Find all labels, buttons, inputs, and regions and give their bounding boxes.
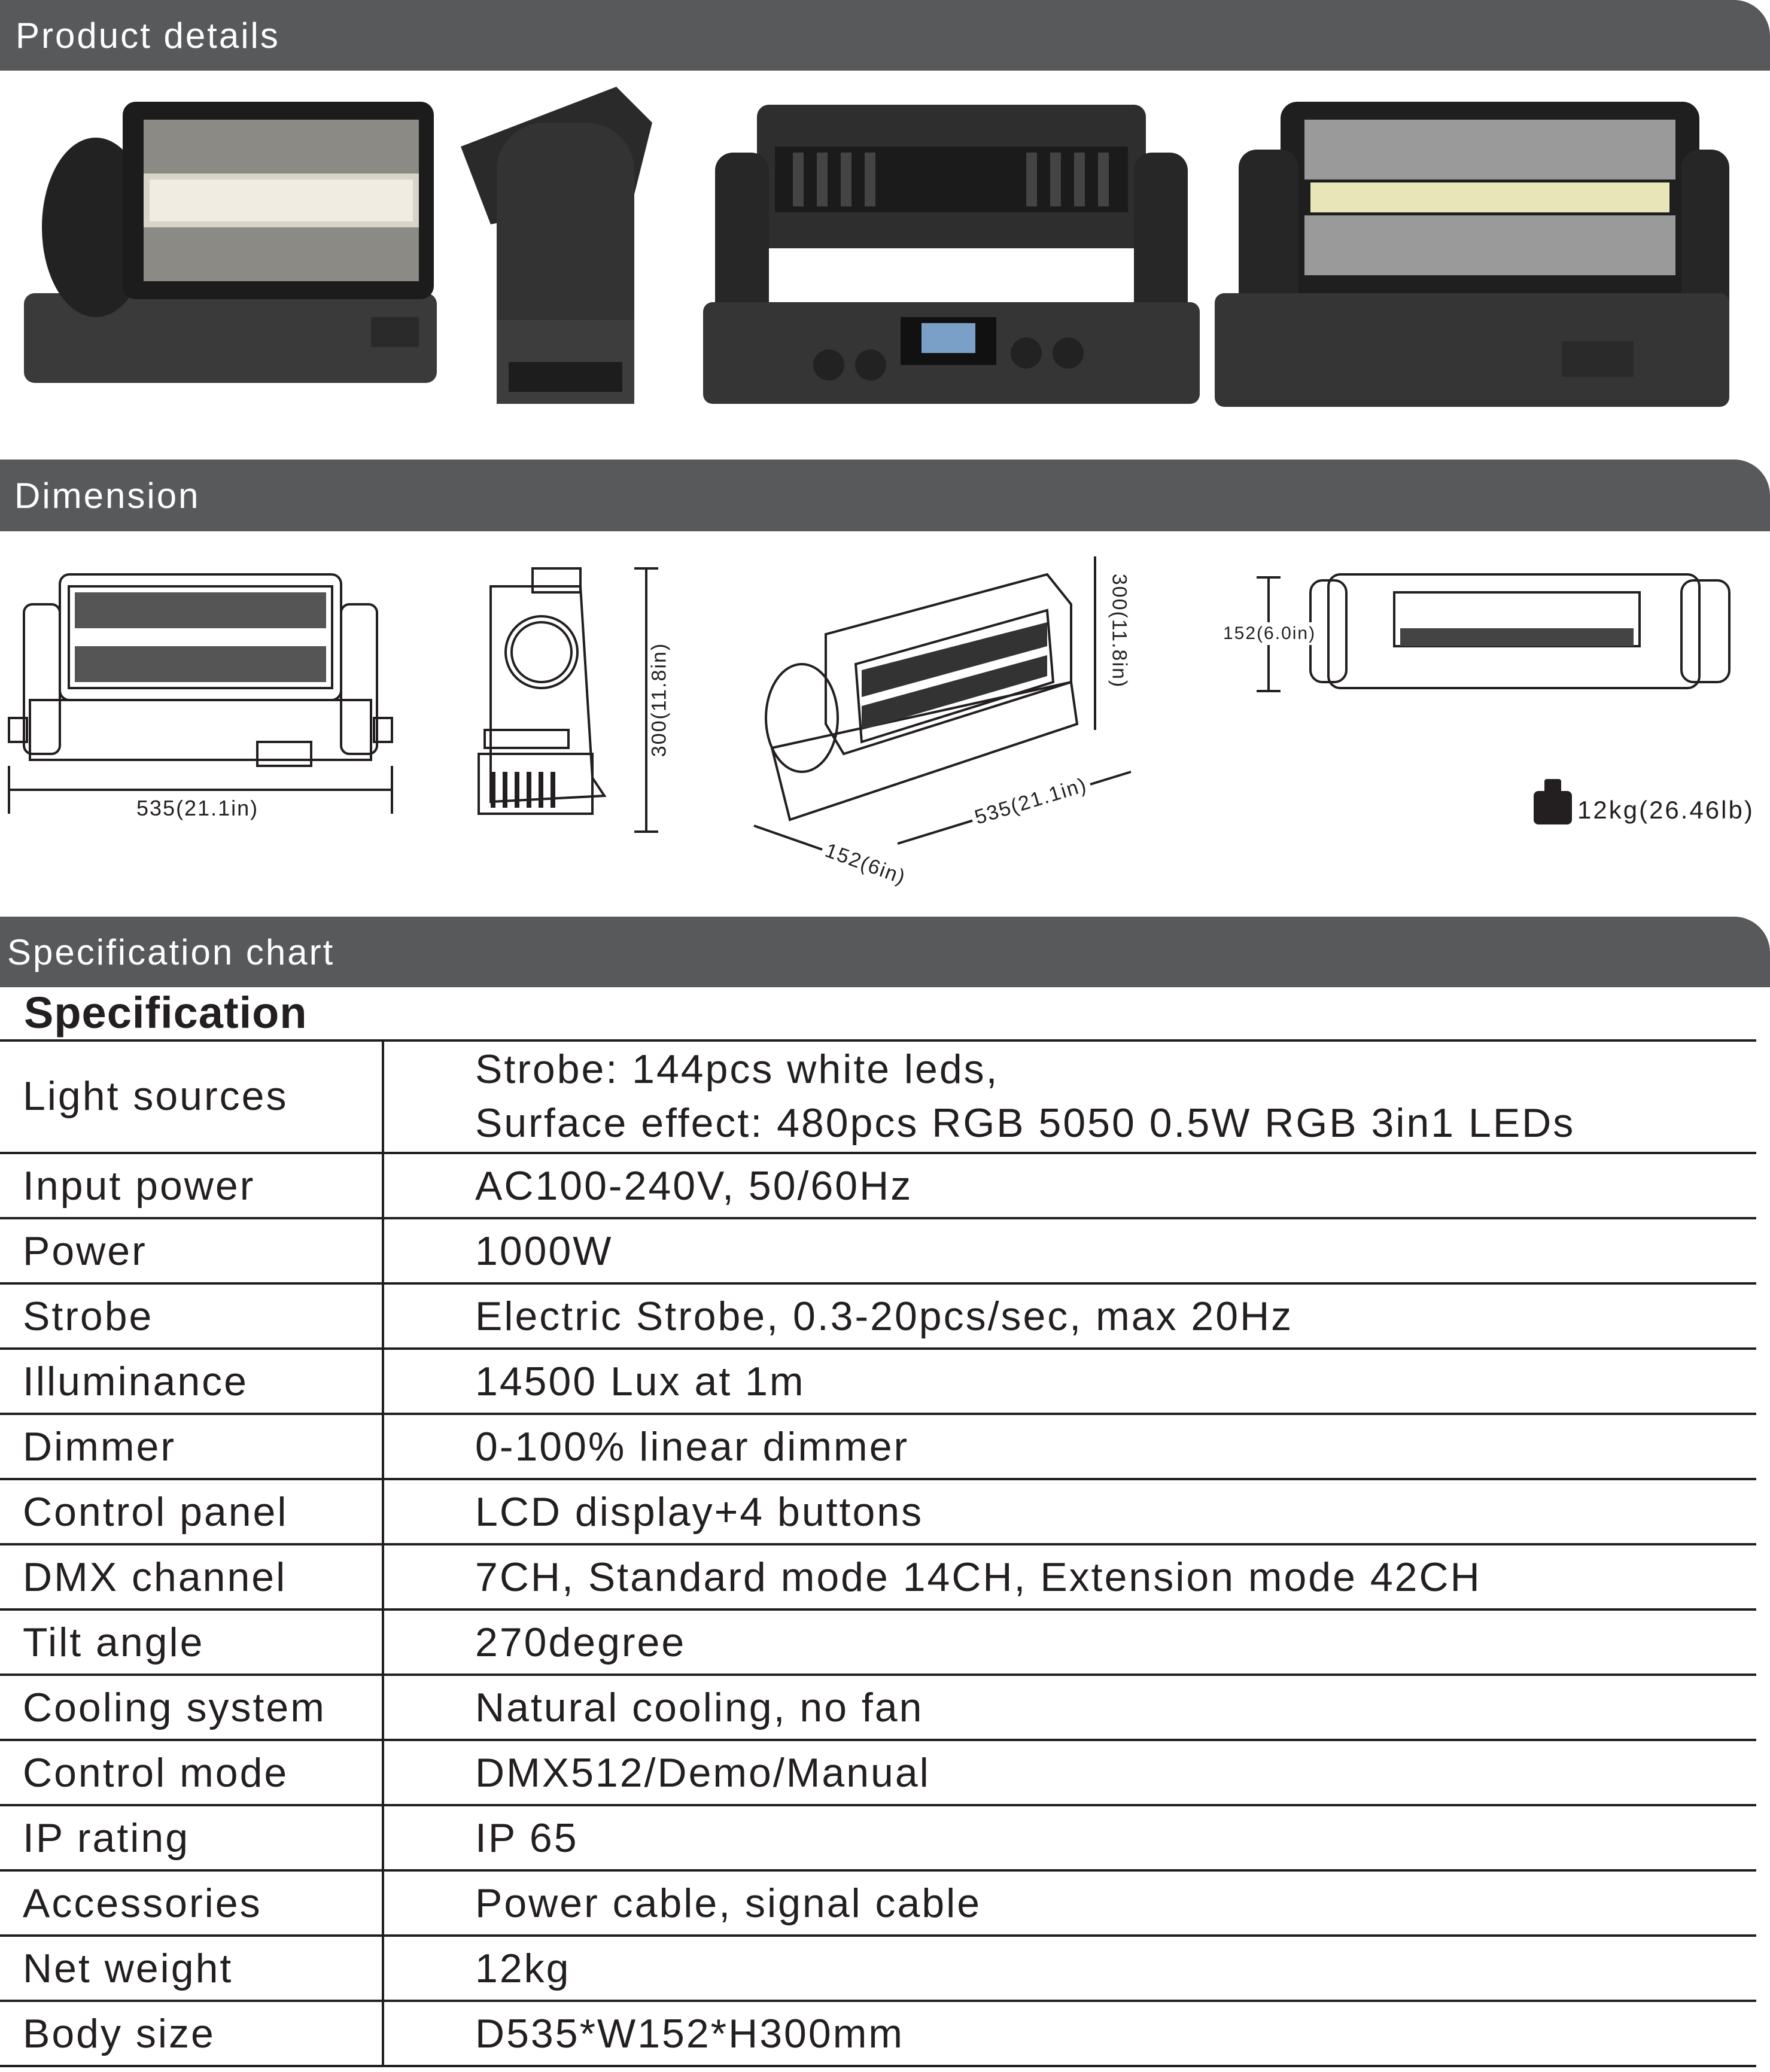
row-value-line: Strobe: 144pcs white leds,: [475, 1046, 999, 1092]
dimension-drawing-side: [467, 562, 670, 838]
row-value: Natural cooling, no fan: [383, 1675, 1756, 1740]
row-value: D535*W152*H300mm: [383, 2001, 1756, 2066]
row-value: Power cable, signal cable: [383, 1870, 1756, 1936]
product-photo-front-angled: [24, 90, 455, 407]
row-value: [383, 1040, 1756, 1153]
dimension-title: Dimension: [14, 475, 200, 516]
row-value: 12kg: [383, 1936, 1756, 2001]
label-side-height: 300(11.8in): [648, 622, 671, 778]
dimension-drawing-top: [1251, 562, 1753, 700]
table-row: [0, 1479, 1756, 1544]
row-label: Input power: [0, 1153, 383, 1218]
row-value: 270degree: [383, 1609, 1756, 1675]
label-front-width: 535(21.1in): [133, 796, 262, 821]
table-row: [0, 1805, 1756, 1870]
row-label: Tilt angle: [0, 1609, 383, 1675]
dimension-header: [0, 460, 1770, 531]
specification-table: [0, 1040, 1756, 2067]
row-label: Power: [0, 1218, 383, 1283]
row-label: Body size: [0, 2001, 383, 2066]
table-row: [0, 1675, 1756, 1740]
dimension-drawing-front: [0, 562, 407, 832]
table-row: [0, 1283, 1756, 1349]
row-label: Control mode: [0, 1740, 383, 1805]
table-row: [0, 1349, 1756, 1414]
row-label: Illuminance: [0, 1349, 383, 1414]
row-label: DMX channel: [0, 1544, 383, 1609]
table-row: [0, 1544, 1756, 1609]
row-label: Net weight: [0, 1936, 383, 2001]
row-label: Control panel: [0, 1479, 383, 1544]
label-iso-length: 535(21.1in): [969, 772, 1093, 831]
specification-chart-header: [0, 917, 1770, 987]
weight-label: 12kg(26.46lb): [1577, 796, 1754, 824]
row-value: 14500 Lux at 1m: [383, 1349, 1756, 1414]
table-row: [0, 2001, 1756, 2066]
dimension-drawing-isometric: [736, 544, 1155, 903]
row-value: 7CH, Standard mode 14CH, Extension mode 42CH: [383, 1544, 1756, 1609]
row-label: Dimmer: [0, 1414, 383, 1479]
row-value-line: Surface effect: 480pcs RGB 5050 0.5W RGB 3in1 LEDs: [475, 1100, 1576, 1146]
row-label: Cooling system: [0, 1675, 383, 1740]
row-value: 0-100% linear dimmer: [383, 1414, 1756, 1479]
label-iso-height: 300(11.8in): [1108, 553, 1131, 709]
table-row: [0, 1740, 1756, 1805]
label-iso-depth: 152(6in): [819, 838, 913, 891]
weight-icon: [1534, 779, 1572, 824]
row-value: 1000W: [383, 1218, 1756, 1283]
label-top-depth: 152(6.0in): [1221, 622, 1318, 645]
table-row: [0, 1870, 1756, 1936]
product-details-title: Product details: [16, 15, 280, 56]
product-photo-front: [1215, 102, 1729, 413]
specification-chart-title: Specification chart: [7, 932, 335, 972]
row-label: Strobe: [0, 1283, 383, 1349]
product-details-header: [0, 0, 1770, 71]
row-value: Electric Strobe, 0.3-20pcs/sec, max 20Hz: [383, 1283, 1756, 1349]
row-value: AC100-240V, 50/60Hz: [383, 1153, 1756, 1218]
row-label: Light sources: [0, 1040, 383, 1153]
table-row: [0, 1609, 1756, 1675]
product-photo-side: [455, 87, 670, 410]
table-row: [0, 1936, 1756, 2001]
row-value: LCD display+4 buttons: [383, 1479, 1756, 1544]
table-row: [0, 1153, 1756, 1218]
specification-heading: Specification: [24, 988, 308, 1037]
table-row: [0, 1218, 1756, 1283]
row-value: IP 65: [383, 1805, 1756, 1870]
table-row: [0, 1040, 1756, 1153]
row-label: Accessories: [0, 1870, 383, 1936]
row-label: IP rating: [0, 1805, 383, 1870]
row-value: DMX512/Demo/Manual: [383, 1740, 1756, 1805]
product-photo-rear: [691, 105, 1212, 410]
table-row: [0, 1414, 1756, 1479]
